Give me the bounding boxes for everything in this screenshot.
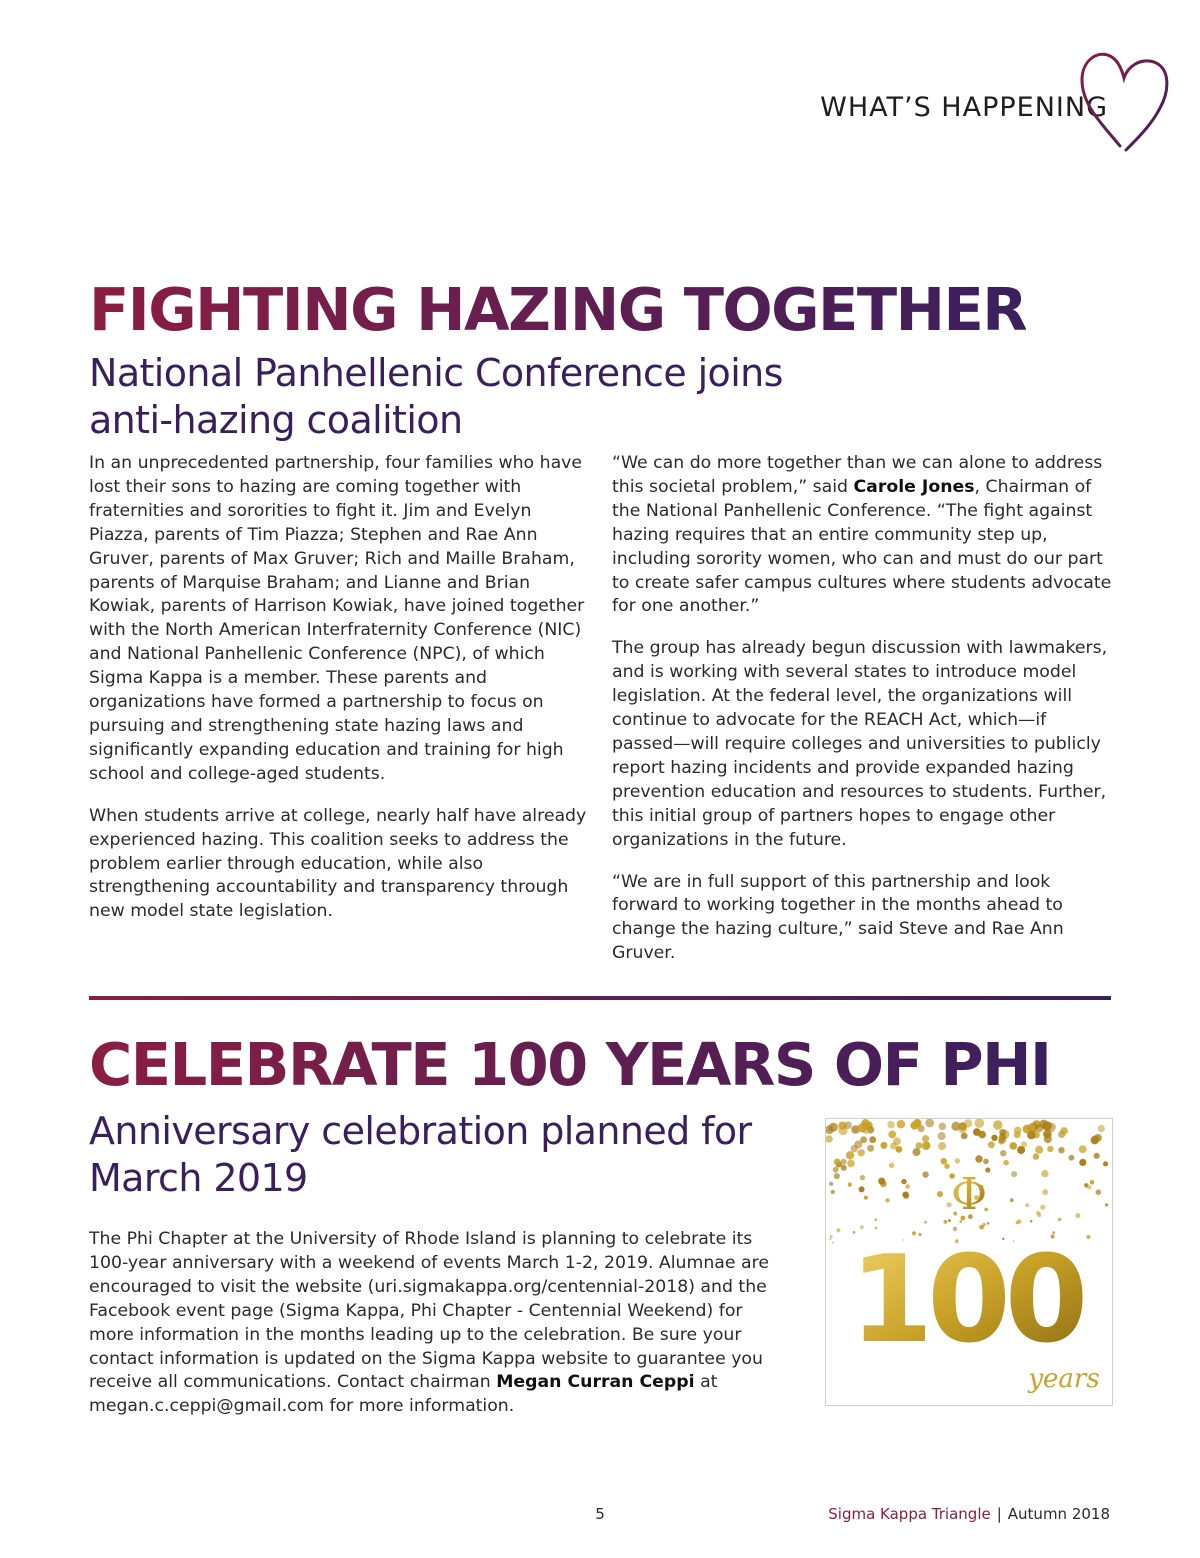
confetti-dot [1035,1146,1043,1154]
confetti-dot [1079,1145,1087,1153]
confetti-dot [878,1178,885,1185]
body-text: at megan.c.ceppi@gmail.com for more information. [89,1372,718,1417]
confetti-dot [875,1227,878,1230]
confetti-dot [1096,1189,1102,1195]
body-text: The Phi Chapter at the University of Rhode Island is planning to celebrate its 100-year anniversary with a weekend of events March 1-2, 2019. Alumnae are encouraged to visit the website (uri.sigmakappa.org/centennial-2018) and the Facebook event page (Sigma Kappa, Phi Chapter - Centennial Weekend) for more information in the months leading up to the celebration. Be sure your contact information is updated on the Sigma Kappa website to guarantee you receive all communications. Contact chairman [89,1229,769,1393]
confetti-dot [1103,1161,1108,1166]
confetti-dot [846,1151,854,1159]
confetti-dot [1098,1125,1105,1132]
quote-text: , Chairman of the National Panhellenic Conference. “The fight against hazing requires that an entire community step up, including sorority women, who can and must do our part to create safer campus cultures where students advocate for one another.” [612,476,1112,617]
publication-name: Sigma Kappa Triangle [828,1505,991,1523]
confetti-dot [959,1220,962,1223]
confetti-dot [1090,1180,1095,1185]
contact-name: Megan Curran Ceppi [496,1372,695,1393]
confetti-dot [961,1133,968,1140]
confetti-dot [1069,1155,1075,1161]
confetti-dot [922,1171,928,1177]
confetti-dot [922,1135,929,1142]
confetti-dot [902,1192,908,1198]
confetti-dot [1047,1146,1053,1152]
confetti-dot [1017,1219,1021,1223]
confetti-dot [1010,1198,1014,1202]
confetti-dot [832,1242,833,1243]
article-headline: CELEBRATE 100 YEARS OF PHI [89,1030,1051,1099]
confetti-dot [833,1167,839,1173]
quote-paragraph: “We are in full support of this partnership and look forward to working together in the months ahead to change the hazing culture,” said Steve and Rae Ann Gruver. [612,871,1064,964]
confetti-dot [939,1123,947,1131]
confetti-dot [888,1131,896,1139]
article-headline: FIGHTING HAZING TOGETHER [89,275,1027,344]
body-paragraph: The group has already begun discussion with lawmakers, and is working with several states to introduce model legislation. At the federal level, the organizations will continue to advocate for the REACH Act, which—if passed—will require colleges and universities to publicly report hazing incidents and provide expanded hazing prevention education and resources to students. Further, this initial group of partners hopes to engage other organizations in the future. [612,638,1108,850]
confetti-dot [922,1141,931,1150]
article-subhead: National Panhellenic Conference joins anti-hazing coalition [89,351,783,442]
confetti-dot [1105,1203,1108,1206]
confetti-dot [847,1160,855,1168]
article-body [89,1228,779,1437]
issue-date: Autumn 2018 [1007,1505,1110,1523]
body-paragraph: When students arrive at college, nearly half have already experienced hazing. This coalition seeks to address the problem earlier through education, while also strengthening accountability and transparency through new model state legislation. [89,805,587,922]
confetti-dot [862,1125,871,1134]
footer-separator: | [996,1505,1002,1523]
confetti-dot [829,1182,833,1186]
article-subhead: Anniversary celebration planned for March 2019 [89,1109,752,1200]
confetti-dot [1033,1153,1039,1159]
confetti-dot [864,1196,868,1200]
confetti-dot [889,1163,894,1168]
confetti-dot [1041,1170,1048,1177]
confetti-dot [1000,1150,1006,1156]
body-paragraph: In an unprecedented partnership, four families who have lost their sons to hazing are coming together with fraternities and sororities to fight it. Jim and Evelyn Piazza, parents of Tim Piazza; Stephen and Rae Ann Gruver, parents of Max Gruver; Rich and Maille Braham, parents of Marquise Braham; and Lianne and Brian Kowiak, parents of Harrison Kowiak, have joined together with the North American Interfraternity Conference (NIC) and National Panhellenic Conference (NPC), of which Sigma Kappa is a member. These parents and organizations have formed a partnership to focus on pursuing and strengthening state hazing laws and significantly expanding education and training for high school and college-aged students. [89,453,585,784]
confetti-dot [841,1165,847,1171]
confetti-dot [1075,1213,1080,1218]
confetti-dot [830,1238,832,1240]
publication-footer [828,1505,1110,1523]
confetti-dot [1058,1218,1062,1222]
confetti-dot [1058,1147,1064,1153]
confetti-dot [983,1159,989,1165]
confetti-dot [893,1137,901,1145]
confetti-dot [1027,1131,1035,1139]
page-number: 5 [595,1505,605,1523]
confetti-dot [831,1190,835,1194]
confetti-dot [896,1146,903,1153]
body-paragraph [89,1228,779,1419]
confetti-dot [1060,1127,1068,1135]
confetti-dot [993,1120,1002,1129]
article-left-column [89,452,594,942]
confetti-dot [1030,1220,1033,1223]
confetti-dot [867,1145,874,1152]
confetti-dot [973,1128,981,1136]
years-script: years [1028,1364,1100,1394]
confetti-dot [988,1141,995,1148]
heart-icon [1074,46,1174,154]
confetti-dot [1036,1124,1044,1132]
confetti-dot [901,1179,906,1184]
confetti-dot [836,1228,840,1232]
confetti-dot [982,1223,986,1227]
confetti-dot [1025,1203,1029,1207]
confetti-dot [829,1123,838,1132]
confetti-dot [830,1235,833,1238]
confetti-dot [916,1142,923,1149]
confetti-dot [887,1121,895,1129]
centennial-graphic [825,1118,1113,1406]
quote-paragraph [612,452,1112,619]
confetti-dot [1087,1185,1092,1190]
confetti-dot [938,1142,946,1150]
confetti-dot [1042,1189,1048,1195]
confetti-dot [905,1184,910,1189]
confetti-dot [875,1219,877,1221]
confetti-dot [944,1220,948,1224]
confetti-dot [913,1148,921,1156]
confetti-dot [859,1186,865,1192]
phi-symbol: Φ [950,1169,988,1220]
confetti-dot [1014,1127,1022,1135]
confetti-dot [869,1136,876,1143]
confetti-dot [991,1135,997,1141]
confetti-dot [1011,1171,1017,1177]
confetti-dot [999,1133,1006,1140]
confetti-dot [1043,1130,1052,1139]
confetti-dot [885,1198,889,1202]
confetti-dot [1027,1124,1036,1133]
confetti-dot [844,1121,852,1129]
confetti-dot [860,1175,865,1180]
confetti-dot [975,1155,982,1162]
confetti-dot [826,1135,833,1143]
confetti-dot [880,1142,887,1149]
confetti-dot [944,1164,949,1169]
confetti-dot [834,1173,840,1179]
confetti-dot [1087,1235,1091,1239]
section-divider [89,996,1111,1000]
confetti-dot [975,1119,985,1128]
confetti-dot [848,1183,852,1187]
article-right-column [612,452,1112,984]
confetti-dot [937,1191,943,1197]
confetti-dot [1040,1205,1045,1210]
confetti-dot [1079,1159,1086,1166]
confetti-dot [925,1119,934,1127]
confetti-dot [941,1158,948,1165]
confetti-dot [958,1124,967,1133]
confetti-dot [955,1158,960,1163]
quote-text: “We can do more together than we can alone to address this societal problem,” said [612,453,1103,497]
quoted-person-name: Carole Jones [853,476,975,497]
confetti-dot [834,1159,841,1166]
confetti-dot [1036,1211,1041,1216]
confetti-dot [1010,1142,1018,1150]
hundred-number: 100 [849,1231,1083,1370]
confetti-dot [1094,1134,1102,1142]
confetti-dot [938,1132,946,1140]
confetti-dot [858,1149,865,1156]
confetti-dot [897,1120,906,1129]
confetti-dot [1021,1141,1027,1147]
confetti-dot [913,1119,921,1127]
confetti-dot [987,1222,990,1225]
confetti-dot [924,1221,927,1224]
confetti-dot [860,1136,867,1143]
section-tag: WHAT’S HAPPENING [820,92,1108,123]
confetti-dot [1003,1160,1009,1166]
confetti-dot [1094,1153,1100,1159]
confetti-dot [860,1225,864,1229]
